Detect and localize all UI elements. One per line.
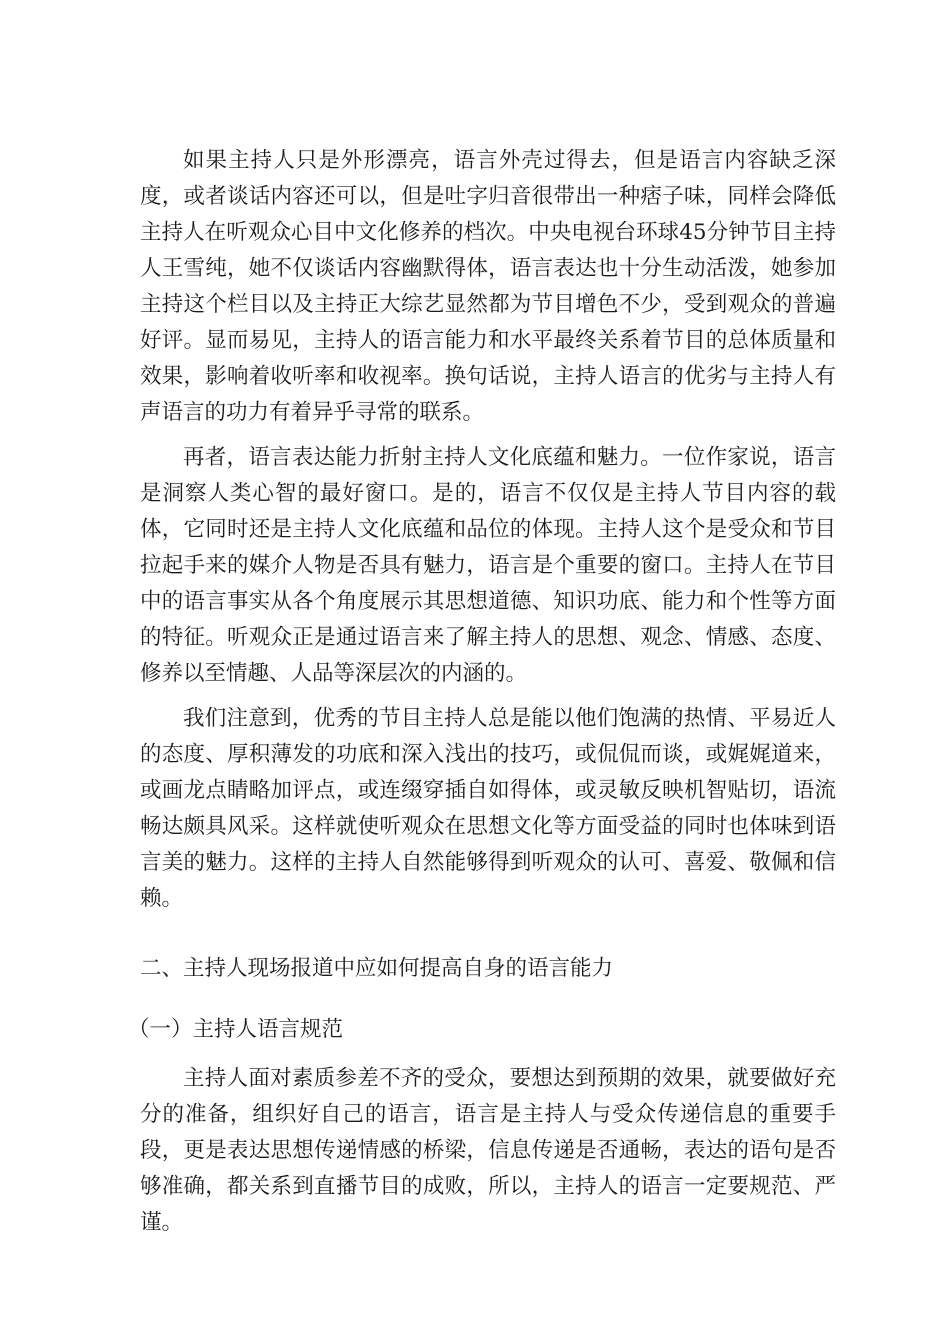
section-heading-block [140, 951, 836, 987]
paragraph-2: 再者，语言表达能力折射主持人文化底蕴和魅力。一位作家说，语言是洞察人类心智的最好窗口。是的，语言不仅仅是主持人节目内容的载体，它同时还是主持人文化底蕴和品位的体现。主持人这个是受众和节目拉起手来的媒介人物是否具有魅力，语言是个重要的窗口。主持人在节目中的语言事实从各个角度展示其思想道德、知识功底、能力和个性等方面的特征。听观众正是通过语言来了解主持人的思想、观念、情感、态度、修养以至情趣、人品等深层次的内涵的。 [140, 445, 836, 686]
paragraph-4: 主持人面对素质参差不齐的受众，要想达到预期的效果，就要做好充分的准备，组织好自己的语言，语言是主持人与受众传递信息的重要手段，更是表达思想传递情感的桥梁，信息传递是否通畅，表达的语句是否够准确，都关系到直播节目的成败，所以，主持人的语言一定要规范、严谨。 [140, 1066, 836, 1235]
subsection-heading-block [128, 1012, 824, 1048]
paragraph-4-block [140, 1061, 836, 1241]
paragraph-1: 如果主持人只是外形漂亮，语言外壳过得去，但是语言内容缺乏深度，或者谈话内容还可以，但是吐字归音很带出一种痞子味，同样会降低主持人在听观众心目中文化修养的档次。中央电视台环球45分钟节目主持人王雪纯，她不仅谈话内容幽默得体，语言表达也十分生动活泼，她参加主持这个栏目以及主持正大综艺显然都为节目增色不少，受到观众的普遍好评。显而易见，主持人的语言能力和水平最终关系着节目的总体质量和效果，影响着收听率和收视率。换句话说，主持人语言的优劣与主持人有声语言的功力有着异乎寻常的联系。 [140, 148, 836, 425]
paragraph-1-block [140, 143, 836, 431]
paragraph-3: 我们注意到，优秀的节目主持人总是能以他们饱满的热情、平易近人的态度、厚积薄发的功底和深入浅出的技巧，或侃侃而谈，或娓娓道来，或画龙点睛略加评点，或连缀穿插自如得体，或灵敏反映机智贴切，语流畅达颇具风采。这样就使听观众在思想文化等方面受益的同时也体味到语言美的魅力。这样的主持人自然能够得到听观众的认可、喜爱、敬佩和信赖。 [140, 706, 836, 911]
subsection-heading: （一）主持人语言规范 [128, 1017, 344, 1042]
paragraph-3-block [140, 701, 836, 917]
paragraph-2-block [140, 440, 836, 692]
section-heading: 二、主持人现场报道中应如何提高自身的语言能力 [140, 956, 614, 981]
